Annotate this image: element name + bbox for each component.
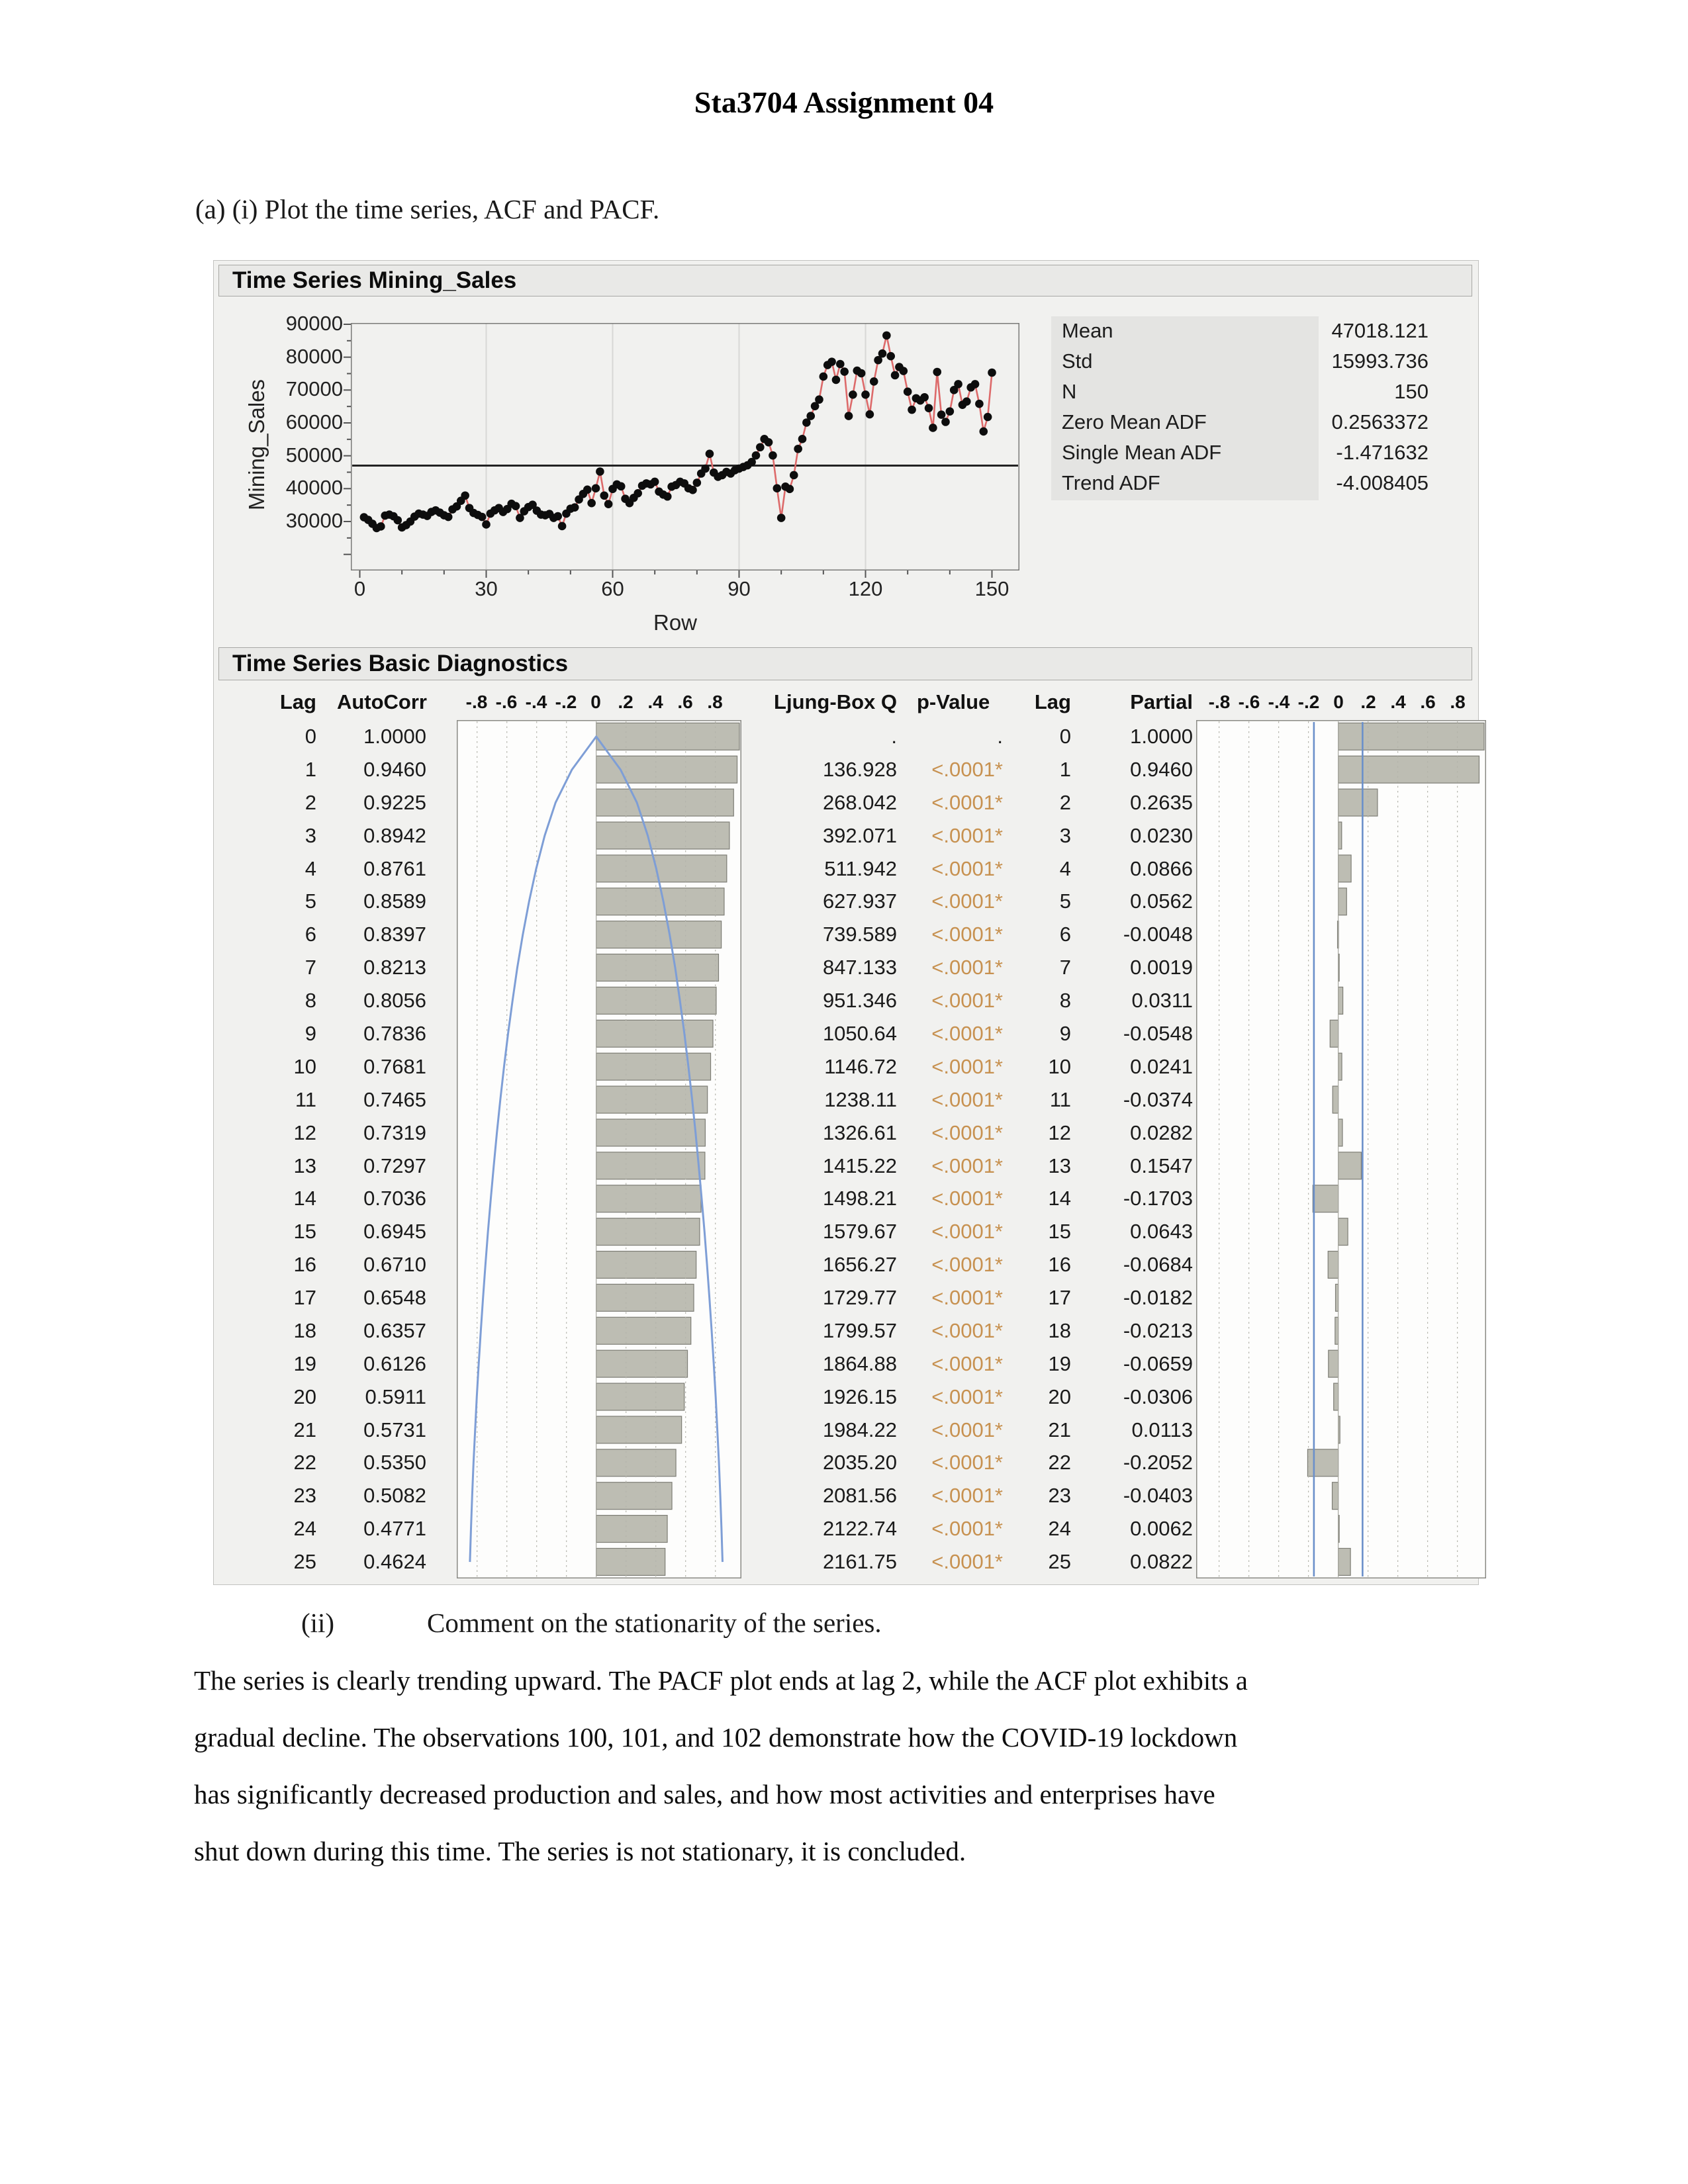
x-tick-label: 120: [848, 577, 883, 600]
answer-line: has significantly decreased production and sales, and how most activities and enterprises have: [194, 1779, 1215, 1809]
x-tick-label: 60: [601, 577, 624, 600]
axis-scale-label: -.4: [1268, 692, 1290, 712]
panel-title-time-series[interactable]: Time Series Mining_Sales: [218, 265, 1472, 296]
axis-scale-label: -.8: [465, 692, 488, 712]
table-cell-p-value: <.0001*: [931, 856, 1003, 880]
table-cell-autocorr: 0.7319: [363, 1120, 426, 1144]
table-row-lag-7: 7: [305, 956, 316, 979]
table-cell-lag: 12: [1048, 1120, 1071, 1144]
table-cell-lag: 21: [1048, 1418, 1071, 1441]
table-cell-partial: 0.2635: [1130, 790, 1193, 814]
table-cell-p-value: <.0001*: [931, 1550, 1003, 1574]
table-cell-autocorr: 0.8397: [363, 923, 426, 946]
question-ii-text: Comment on the stationarity of the series.: [427, 1608, 882, 1638]
table-cell-p-value: <.0001*: [931, 989, 1003, 1013]
table-cell-p-value: <.0001*: [931, 1385, 1003, 1408]
axis-scale-label: .4: [647, 692, 663, 712]
panel-title-diagnostics[interactable]: Time Series Basic Diagnostics: [218, 647, 1472, 680]
table-cell-p-value: <.0001*: [931, 1087, 1003, 1111]
table-cell-autocorr: 0.7836: [363, 1021, 426, 1045]
table-cell-lag: 24: [1048, 1517, 1071, 1541]
table-cell-ljung-box-q: 1984.22: [822, 1418, 897, 1441]
table-cell-partial: -0.2052: [1123, 1451, 1193, 1475]
x-tick-label: 30: [475, 577, 498, 600]
table-cell-ljung-box-q: 1050.64: [822, 1021, 897, 1045]
table-row-lag-13: 13: [293, 1154, 316, 1177]
table-row-lag-18: 18: [293, 1318, 316, 1342]
table-cell-ljung-box-q: 1238.11: [824, 1087, 897, 1111]
x-tick-label: 150: [974, 577, 1009, 600]
table-row-lag-21: 21: [293, 1418, 316, 1441]
table-cell-lag: 18: [1048, 1318, 1071, 1342]
table-cell-ljung-box-q: 1864.88: [822, 1351, 897, 1375]
table-cell-lag: 14: [1048, 1187, 1071, 1210]
table-cell-partial: -0.0182: [1123, 1286, 1193, 1310]
header-lag-partial: Lag: [1034, 690, 1071, 713]
question-a: (a) (i) Plot the time series, ACF and PACF.: [195, 194, 660, 224]
table-cell-autocorr: 0.5911: [365, 1385, 426, 1408]
table-cell-autocorr: 0.7465: [363, 1087, 426, 1111]
acf-bar-chart[interactable]: [457, 720, 741, 1578]
table-cell-partial: 0.9460: [1130, 757, 1193, 781]
table-cell-ljung-box-q: 1656.27: [822, 1253, 897, 1277]
table-cell-autocorr: 0.4624: [363, 1550, 426, 1574]
table-cell-ljung-box-q: 136.928: [822, 757, 897, 781]
stat-label-trend-adf: Trend ADF: [1062, 471, 1160, 494]
table-cell-partial: -0.0659: [1123, 1351, 1193, 1375]
table-cell-partial: 0.0282: [1130, 1120, 1193, 1144]
table-cell-partial: -0.1703: [1123, 1187, 1193, 1210]
table-cell-ljung-box-q: 1498.21: [822, 1187, 897, 1210]
y-tick-label: 90000: [285, 312, 343, 335]
stat-value: 0.2563372: [1331, 410, 1429, 433]
table-cell-lag: 10: [1048, 1054, 1071, 1078]
table-cell-autocorr: 0.8942: [363, 823, 426, 847]
table-cell-partial: 0.0230: [1130, 823, 1193, 847]
table-row-lag-25: 25: [293, 1550, 316, 1574]
axis-scale-label: .8: [707, 692, 723, 712]
table-cell-partial: 0.0113: [1131, 1418, 1193, 1441]
table-cell-p-value: <.0001*: [931, 1286, 1003, 1310]
table-row-lag-5: 5: [305, 889, 316, 913]
table-row-lag-3: 3: [305, 823, 316, 847]
axis-scale-label: .6: [1420, 692, 1436, 712]
axis-scale-label: 0: [590, 692, 601, 712]
answer-line: The series is clearly trending upward. The PACF plot ends at lag 2, while the ACF plot exhibits a: [194, 1665, 1248, 1696]
table-row-lag-10: 10: [293, 1054, 316, 1078]
table-cell-autocorr: 0.4771: [363, 1517, 426, 1541]
table-row-lag-23: 23: [293, 1484, 316, 1508]
table-cell-p-value: <.0001*: [931, 923, 1003, 946]
table-row-lag-12: 12: [293, 1120, 316, 1144]
table-cell-partial: 0.0866: [1130, 856, 1193, 880]
table-cell-p-value: <.0001*: [931, 1120, 1003, 1144]
table-cell-partial: -0.0548: [1123, 1021, 1193, 1045]
table-cell-autocorr: 0.7036: [363, 1187, 426, 1210]
table-cell-autocorr: 0.5731: [363, 1418, 426, 1441]
table-cell-p-value: .: [997, 725, 1003, 748]
table-cell-ljung-box-q: 2035.20: [822, 1451, 897, 1475]
table-row-lag-19: 19: [293, 1351, 316, 1375]
table-cell-partial: 1.0000: [1130, 725, 1193, 748]
table-cell-autocorr: 0.8589: [363, 889, 426, 913]
table-cell-partial: 0.0643: [1130, 1220, 1193, 1244]
answer-line: shut down during this time. The series is not stationary, it is concluded.: [194, 1836, 966, 1866]
table-cell-lag: 4: [1059, 856, 1071, 880]
table-cell-ljung-box-q: 1415.22: [822, 1154, 897, 1177]
table-row-lag-16: 16: [293, 1253, 316, 1277]
table-cell-lag: 6: [1059, 923, 1071, 946]
table-cell-partial: 0.0062: [1130, 1517, 1193, 1541]
table-cell-p-value: <.0001*: [931, 1220, 1003, 1244]
table-cell-autocorr: 0.6357: [363, 1318, 426, 1342]
table-row-lag-0: 0: [305, 725, 316, 748]
stat-value: 15993.736: [1331, 349, 1429, 373]
table-cell-lag: 11: [1049, 1087, 1071, 1111]
table-cell-autocorr: 0.9225: [363, 790, 426, 814]
table-cell-partial: -0.0048: [1123, 923, 1193, 946]
table-cell-autocorr: 0.6710: [363, 1253, 426, 1277]
table-cell-autocorr: 0.7681: [363, 1054, 426, 1078]
table-cell-lag: 3: [1059, 823, 1071, 847]
table-cell-partial: 0.0562: [1130, 889, 1193, 913]
axis-scale-label: -.4: [525, 692, 547, 712]
header-lag: Lag: [279, 690, 316, 713]
table-cell-autocorr: 0.6945: [363, 1220, 426, 1244]
table-cell-lag: 16: [1048, 1253, 1071, 1277]
y-tick-label: 30000: [285, 509, 343, 532]
axis-scale-label: .8: [1450, 692, 1466, 712]
table-cell-ljung-box-q: 511.942: [824, 856, 897, 880]
axis-scale-label: -.6: [495, 692, 518, 712]
table-cell-p-value: <.0001*: [931, 1484, 1003, 1508]
table-row-lag-24: 24: [293, 1517, 316, 1541]
table-cell-p-value: <.0001*: [931, 790, 1003, 814]
table-cell-ljung-box-q: 2122.74: [822, 1517, 897, 1541]
time-series-plot[interactable]: [351, 323, 1019, 570]
stat-value: -4.008405: [1336, 471, 1429, 494]
table-row-lag-20: 20: [293, 1385, 316, 1408]
table-row-lag-4: 4: [305, 856, 316, 880]
table-row-lag-15: 15: [293, 1220, 316, 1244]
header-ljung-box-q: Ljung-Box Q: [774, 690, 897, 713]
table-cell-lag: 2: [1059, 790, 1071, 814]
axis-scale-label: -.2: [1297, 692, 1320, 712]
table-cell-lag: 0: [1059, 725, 1071, 748]
x-tick-label: 0: [353, 577, 366, 600]
stat-label-single-mean-adf: Single Mean ADF: [1062, 441, 1222, 464]
table-cell-ljung-box-q: 847.133: [822, 956, 897, 979]
table-cell-p-value: <.0001*: [931, 1253, 1003, 1277]
y-tick-label: 50000: [285, 443, 343, 467]
stat-label-zero-mean-adf: Zero Mean ADF: [1062, 410, 1207, 433]
table-cell-autocorr: 0.6548: [363, 1286, 426, 1310]
table-cell-ljung-box-q: 1326.61: [822, 1120, 897, 1144]
table-cell-autocorr: 0.5350: [363, 1451, 426, 1475]
table-row-lag-14: 14: [293, 1187, 316, 1210]
table-cell-ljung-box-q: 1146.72: [824, 1054, 897, 1078]
table-cell-partial: 0.0822: [1130, 1550, 1193, 1574]
table-cell-partial: 0.0019: [1130, 956, 1193, 979]
table-cell-autocorr: 0.8056: [363, 989, 426, 1013]
table-cell-autocorr: 0.8213: [363, 956, 426, 979]
table-row-lag-8: 8: [305, 989, 316, 1013]
table-cell-p-value: <.0001*: [931, 757, 1003, 781]
table-cell-p-value: <.0001*: [931, 1418, 1003, 1441]
y-axis-title: Mining_Sales: [244, 379, 269, 511]
table-cell-lag: 20: [1048, 1385, 1071, 1408]
table-row-lag-22: 22: [293, 1451, 316, 1475]
table-cell-p-value: <.0001*: [931, 1451, 1003, 1475]
table-row-lag-11: 11: [295, 1087, 316, 1111]
table-cell-ljung-box-q: 268.042: [822, 790, 897, 814]
table-cell-lag: 7: [1059, 956, 1071, 979]
axis-scale-label: -.2: [555, 692, 577, 712]
table-cell-p-value: <.0001*: [931, 1187, 1003, 1210]
table-cell-p-value: <.0001*: [931, 823, 1003, 847]
pacf-bar-chart[interactable]: [1196, 720, 1486, 1578]
table-cell-lag: 1: [1059, 757, 1071, 781]
table-cell-partial: 0.1547: [1130, 1154, 1193, 1177]
axis-scale-label: .2: [1360, 692, 1376, 712]
axis-scale-label: -.8: [1208, 692, 1231, 712]
table-cell-ljung-box-q: 951.346: [822, 989, 897, 1013]
table-cell-p-value: <.0001*: [931, 1318, 1003, 1342]
y-tick-label: 80000: [285, 344, 343, 368]
table-row-lag-6: 6: [305, 923, 316, 946]
table-cell-partial: -0.0306: [1123, 1385, 1193, 1408]
table-row-lag-1: 1: [305, 757, 316, 781]
table-cell-ljung-box-q: 1579.67: [822, 1220, 897, 1244]
table-cell-ljung-box-q: 392.071: [822, 823, 897, 847]
table-cell-ljung-box-q: 1729.77: [822, 1286, 897, 1310]
table-cell-p-value: <.0001*: [931, 1517, 1003, 1541]
table-cell-lag: 13: [1048, 1154, 1071, 1177]
x-tick-label: 90: [727, 577, 751, 600]
stat-value: -1.471632: [1336, 441, 1429, 464]
question-ii-label: (ii): [301, 1608, 335, 1638]
table-cell-lag: 19: [1048, 1351, 1071, 1375]
axis-scale-label: .4: [1390, 692, 1406, 712]
table-cell-lag: 23: [1048, 1484, 1071, 1508]
table-cell-p-value: <.0001*: [931, 1021, 1003, 1045]
table-cell-lag: 25: [1048, 1550, 1071, 1574]
x-axis-title: Row: [653, 610, 698, 635]
table-cell-partial: -0.0213: [1123, 1318, 1193, 1342]
axis-scale-label: .2: [618, 692, 633, 712]
stat-label-std: Std: [1062, 349, 1093, 373]
table-cell-ljung-box-q: 1799.57: [822, 1318, 897, 1342]
stat-label-n: N: [1062, 380, 1077, 403]
table-cell-ljung-box-q: 1926.15: [822, 1385, 897, 1408]
table-cell-p-value: <.0001*: [931, 1054, 1003, 1078]
y-tick-label: 60000: [285, 410, 343, 433]
y-tick-label: 70000: [285, 377, 343, 401]
table-cell-ljung-box-q: 2081.56: [822, 1484, 897, 1508]
axis-scale-label: .6: [677, 692, 693, 712]
table-cell-autocorr: 0.8761: [363, 856, 426, 880]
header-autocorr: AutoCorr: [336, 690, 427, 713]
table-cell-p-value: <.0001*: [931, 1351, 1003, 1375]
table-cell-lag: 5: [1059, 889, 1071, 913]
table-cell-ljung-box-q: 739.589: [822, 923, 897, 946]
header-partial: Partial: [1130, 690, 1193, 713]
table-cell-ljung-box-q: .: [891, 725, 897, 748]
axis-scale-label: -.6: [1238, 692, 1260, 712]
table-cell-ljung-box-q: 2161.75: [822, 1550, 897, 1574]
table-cell-partial: -0.0374: [1123, 1087, 1193, 1111]
table-cell-lag: 8: [1059, 989, 1071, 1013]
table-cell-p-value: <.0001*: [931, 956, 1003, 979]
table-cell-partial: -0.0684: [1123, 1253, 1193, 1277]
table-row-lag-2: 2: [305, 790, 316, 814]
table-cell-lag: 9: [1059, 1021, 1071, 1045]
stat-label-mean: Mean: [1062, 319, 1113, 342]
document-title: Sta3704 Assignment 04: [694, 85, 994, 119]
table-cell-autocorr: 1.0000: [363, 725, 426, 748]
table-row-lag-17: 17: [293, 1286, 316, 1310]
axis-scale-label: 0: [1333, 692, 1344, 712]
table-cell-partial: 0.0241: [1130, 1054, 1193, 1078]
table-row-lag-9: 9: [305, 1021, 316, 1045]
y-tick-label: 40000: [285, 476, 343, 500]
header-p-value: p-Value: [917, 690, 990, 713]
table-cell-partial: 0.0311: [1131, 989, 1193, 1013]
table-cell-lag: 22: [1048, 1451, 1071, 1475]
table-cell-autocorr: 0.6126: [363, 1351, 426, 1375]
table-cell-partial: -0.0403: [1123, 1484, 1193, 1508]
table-cell-lag: 17: [1048, 1286, 1071, 1310]
table-cell-p-value: <.0001*: [931, 1154, 1003, 1177]
stat-value: 150: [1394, 380, 1429, 403]
table-cell-lag: 15: [1048, 1220, 1071, 1244]
table-cell-autocorr: 0.5082: [363, 1484, 426, 1508]
table-cell-p-value: <.0001*: [931, 889, 1003, 913]
stat-value: 47018.121: [1331, 319, 1429, 342]
table-cell-autocorr: 0.7297: [363, 1154, 426, 1177]
answer-line: gradual decline. The observations 100, 101, and 102 demonstrate how the COVID-19 lockdown: [194, 1722, 1238, 1752]
table-cell-autocorr: 0.9460: [363, 757, 426, 781]
table-cell-ljung-box-q: 627.937: [822, 889, 897, 913]
